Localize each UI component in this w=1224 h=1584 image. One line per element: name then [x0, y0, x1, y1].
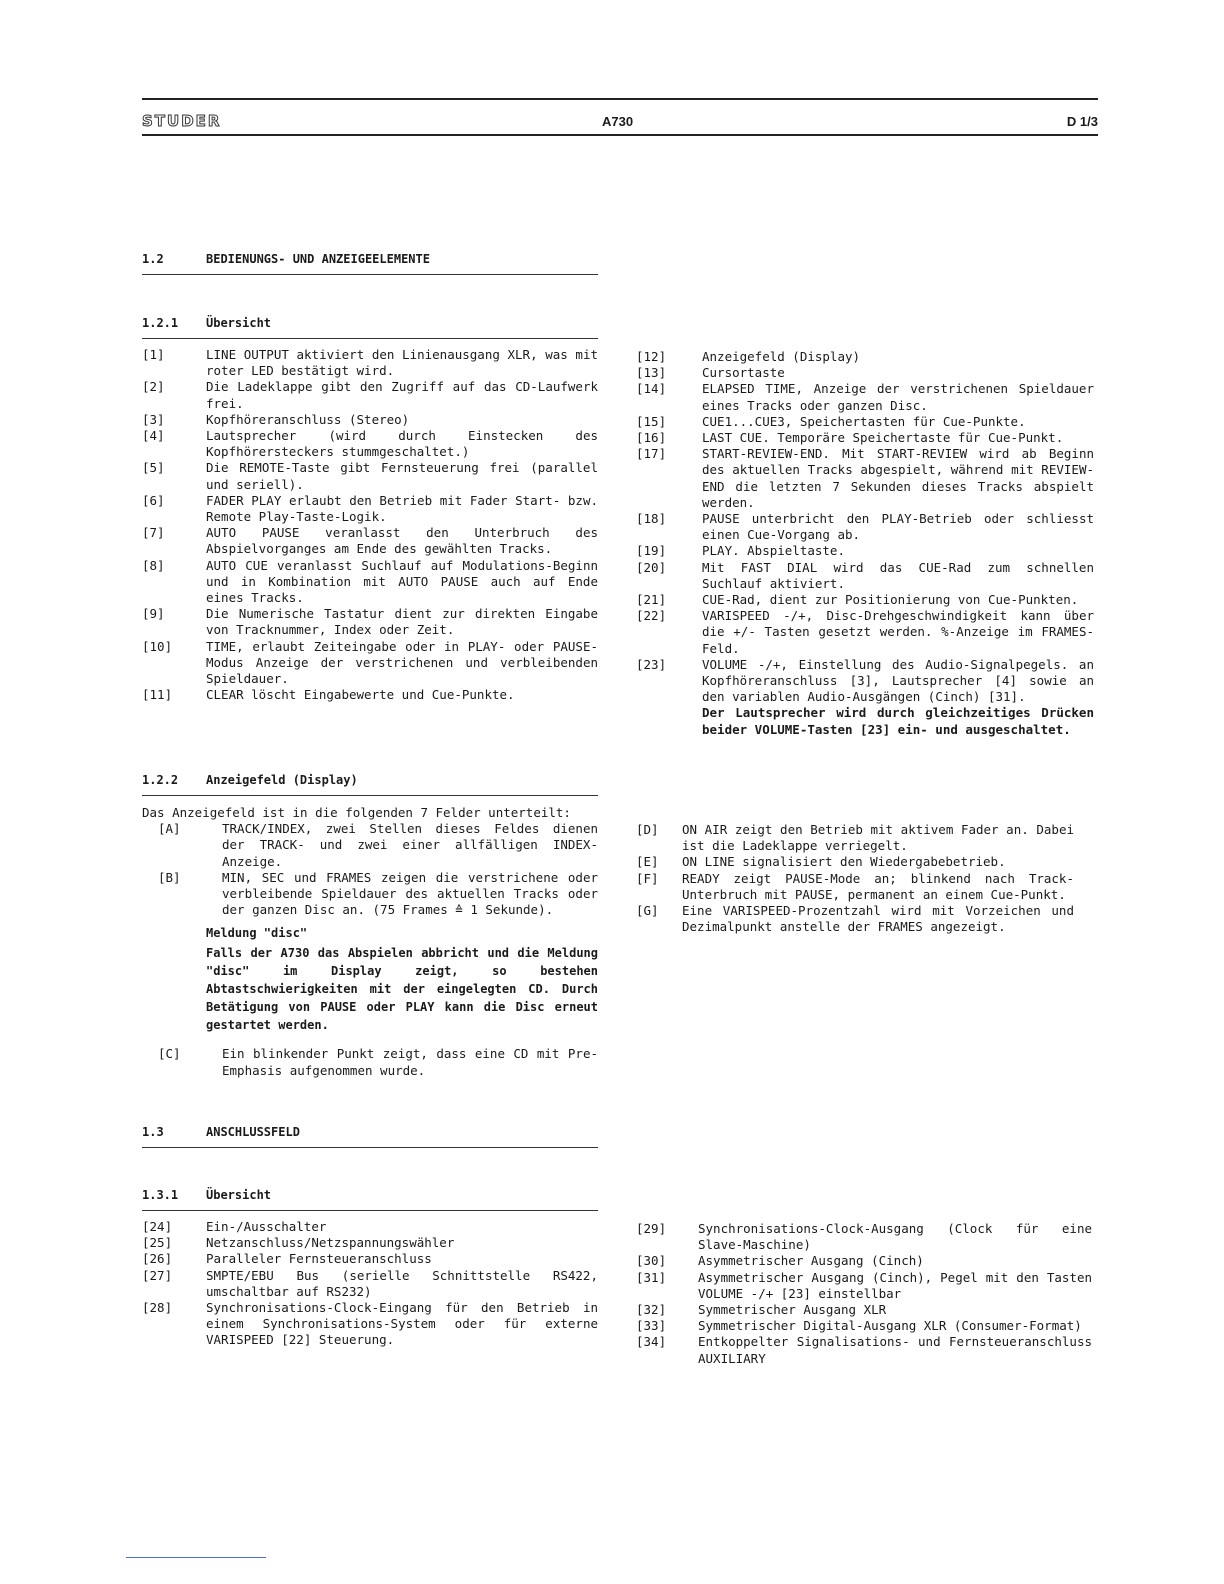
item-ref: [27] — [142, 1267, 173, 1283]
list-item — [142, 1251, 598, 1267]
list-item — [636, 608, 1094, 657]
item-text: PLAY. Abspieltaste. — [702, 543, 845, 559]
item-ref: [F] — [636, 870, 659, 886]
list-item — [142, 558, 598, 607]
list-item — [142, 687, 598, 703]
section-1-2-heading — [142, 252, 598, 275]
item-ref: [1] — [142, 347, 165, 362]
list-item — [636, 592, 1094, 608]
item-text: Asymmetrischer Ausgang (Cinch), Pegel mit den Tasten VOLUME -/+ [23] einstellbar — [698, 1269, 1092, 1301]
item-text: VARISPEED -/+, Disc-Drehgeschwindigkeit kann über die +/- Tasten gesetzt werden. %-Anzeige im FRAMES-Feld. — [702, 608, 1094, 656]
item-text: MIN, SEC und FRAMES zeigen die verstrichene oder verbleibende Spieldauer des aktuellen Tracks oder der ganzen Disc an. (75 Frames ≙ 1 Sekunde). — [222, 869, 598, 918]
section-title: Anzeigefeld (Display) — [206, 773, 358, 787]
list-item — [142, 1235, 598, 1251]
page-header — [142, 114, 1098, 128]
item-ref: [31] — [636, 1269, 667, 1285]
item-text: Symmetrischer Digital-Ausgang XLR (Consumer-Format) — [698, 1318, 1082, 1334]
item-ref: [C] — [158, 1046, 181, 1062]
item-ref: [29] — [636, 1221, 667, 1236]
item-ref: [19] — [636, 543, 667, 559]
item-ref: [B] — [158, 869, 181, 885]
list-item — [142, 525, 598, 557]
list-item — [636, 430, 1094, 446]
item-ref: [G] — [636, 903, 659, 919]
list-item — [142, 412, 598, 428]
item-text: LAST CUE. Temporäre Speichertaste für Cue-Punkt. — [702, 430, 1064, 446]
item-text: TRACK/INDEX, zwei Stellen dieses Feldes dienen der TRACK- und zwei einer allfälligen INDEX-Anzeige. — [222, 821, 598, 869]
item-text: Mit FAST DIAL wird das CUE-Rad zum schnellen Suchlauf aktiviert. — [702, 559, 1094, 591]
item-text: Ein blinkender Punkt zeigt, dass eine CD mit Pre-Emphasis aufgenommen wurde. — [222, 1046, 598, 1078]
item-ref: [5] — [142, 460, 165, 476]
item-ref: [2] — [142, 379, 165, 395]
item-text: START-REVIEW-END. Mit START-REVIEW wird ab Beginn des aktuellen Tracks abgespielt, während mit REVIEW-END die letzten 7 Sekunden dieses Tracks abspielt werden. — [702, 446, 1094, 510]
section-title: BEDIENUNGS- UND ANZEIGEELEMENTE — [206, 252, 430, 266]
section-number: 1.2.1 — [142, 316, 179, 330]
item-text: Anzeigefeld (Display) — [702, 349, 861, 364]
list-item — [636, 1302, 1092, 1318]
section-number: 1.3.1 — [142, 1188, 179, 1202]
item-ref: [9] — [142, 606, 165, 622]
display-list-left — [142, 805, 598, 1079]
list-item — [636, 1270, 1092, 1302]
list-item — [636, 560, 1094, 592]
controls-list-right — [636, 349, 1094, 738]
item-ref: [D] — [636, 822, 659, 837]
item-ref: [28] — [142, 1300, 173, 1316]
item-text: READY zeigt PAUSE-Mode an; blinkend nach Track-Unterbruch mit PAUSE, permanent an einem Cue-Punkt. — [682, 870, 1074, 902]
item-ref: [15] — [636, 413, 667, 429]
item-ref: [11] — [142, 687, 173, 703]
item-ref: [20] — [636, 559, 667, 575]
footer-rule — [126, 1557, 266, 1558]
item-text: ON AIR zeigt den Betrieb mit aktivem Fader an. Dabei ist die Ladeklappe verriegelt. — [682, 822, 1074, 854]
item-text: Die REMOTE-Taste gibt Fernsteuerung frei (parallel und seriell). — [206, 460, 598, 492]
item-ref: [26] — [142, 1251, 173, 1267]
section-number: 1.3 — [142, 1125, 164, 1139]
note-title: Meldung "disc" — [206, 926, 308, 941]
item-ref: [4] — [142, 428, 165, 444]
list-item — [636, 511, 1094, 543]
item-text: LINE OUTPUT aktiviert den Linienausgang XLR, was mit roter LED bestätigt wird. — [206, 347, 598, 379]
connectors-list-right — [636, 1221, 1092, 1367]
list-item — [142, 493, 598, 525]
item-text: Lautsprecher (wird durch Einstecken des Kopfhörersteckers stummgeschaltet.) — [206, 428, 598, 460]
item-text: Symmetrischer Ausgang XLR — [698, 1302, 887, 1318]
item-ref: [18] — [636, 511, 667, 527]
item-text-group — [702, 657, 1094, 738]
item-text: Synchronisations-Clock-Ausgang (Clock für eine Slave-Maschine) — [698, 1221, 1092, 1253]
display-intro: Das Anzeigefeld ist in die folgenden 7 Felder unterteilt: — [142, 805, 571, 820]
item-text: Die Ladeklappe gibt den Zugriff auf das CD-Laufwerk frei. — [206, 379, 598, 411]
item-ref: [34] — [636, 1334, 667, 1350]
item-text: Kopfhöreranschluss (Stereo) — [206, 411, 410, 427]
item-text: AUTO PAUSE veranlasst den Unterbruch des Abspielvorganges am Ende des gewählten Tracks. — [206, 525, 598, 557]
list-item — [636, 903, 1074, 935]
item-ref: [A] — [158, 821, 181, 837]
item-text: CLEAR löscht Eingabewerte und Cue-Punkte. — [206, 687, 515, 703]
section-1-3-1-heading — [142, 1188, 598, 1211]
list-item — [142, 428, 598, 460]
list-item — [142, 639, 598, 688]
page-number: D 1/3 — [1066, 114, 1098, 129]
item-text: CUE1...CUE3, Speichertasten für Cue-Punkte. — [702, 413, 1026, 429]
list-item — [142, 379, 598, 411]
brand-logo: STUDER — [142, 112, 222, 130]
item-ref: [33] — [636, 1318, 667, 1334]
list-item — [142, 1268, 598, 1300]
item-text: Eine VARISPEED-Prozentzahl wird mit Vorzeichen und Dezimalpunkt anstelle der FRAMES angezeigt. — [682, 903, 1074, 935]
item-ref: [13] — [636, 365, 667, 381]
item-text: TIME, erlaubt Zeiteingabe oder in PLAY- oder PAUSE-Modus Anzeige der verstrichenen und verbleibenden Spieldauer. — [206, 638, 598, 687]
list-item — [142, 1300, 598, 1349]
list-item — [636, 1318, 1092, 1334]
display-list-right — [636, 822, 1074, 935]
disc-message-note — [206, 924, 598, 1034]
item-ref: [23] — [636, 656, 667, 672]
item-ref: [8] — [142, 557, 165, 573]
item-text: FADER PLAY erlaubt den Betrieb mit Fader Start- bzw. Remote Play-Taste-Logik. — [206, 492, 598, 525]
item-text: Ein-/Ausschalter — [206, 1219, 327, 1234]
item-ref: [6] — [142, 492, 165, 508]
section-title: Übersicht — [206, 316, 272, 330]
item-ref: [E] — [636, 854, 659, 870]
note-text: Falls der A730 das Abspielen abbricht und die Meldung "disc" im Display zeigt, so bestehen Abtastschwierigkeiten mit der eingelegten CD. Durch Betätigung von PAUSE oder PLAY kann die Disc erneut gestartet werden. — [206, 946, 598, 1033]
list-item — [636, 1253, 1092, 1269]
list-item — [142, 606, 598, 638]
list-item — [636, 854, 1074, 870]
item-ref: [14] — [636, 381, 667, 397]
list-item — [142, 1046, 598, 1078]
item-ref: [16] — [636, 430, 667, 446]
item-text: Entkoppelter Signalisations- und Fernsteueranschluss AUXILIARY — [698, 1334, 1092, 1366]
list-item — [636, 657, 1094, 738]
item-bold-text: Der Lautsprecher wird durch gleichzeitiges Drücken beider VOLUME-Tasten [23] ein- und ausgeschaltet. — [702, 705, 1094, 737]
item-ref: [3] — [142, 411, 165, 427]
item-text: Netzanschluss/Netzspannungswähler — [206, 1235, 455, 1251]
section-1-2-2-heading — [142, 773, 598, 796]
item-text: Asymmetrischer Ausgang (Cinch) — [698, 1253, 924, 1269]
header-rule-top — [142, 98, 1098, 100]
list-item — [636, 365, 1094, 381]
item-text: Die Numerische Tastatur dient zur direkten Eingabe von Tracknummer, Index oder Zeit. — [206, 606, 598, 638]
item-ref: [32] — [636, 1302, 667, 1318]
list-item — [636, 543, 1094, 559]
list-item — [636, 1334, 1092, 1366]
item-text: CUE-Rad, dient zur Positionierung von Cue-Punkten. — [702, 592, 1079, 608]
item-text: AUTO CUE veranlasst Suchlauf auf Modulations-Beginn und in Kombination mit AUTO PAUSE auch auf Ende eines Tracks. — [206, 557, 598, 606]
list-item — [636, 1221, 1092, 1253]
list-item — [636, 822, 1074, 854]
item-ref: [22] — [636, 608, 667, 624]
list-item — [636, 349, 1094, 365]
connectors-list-left — [142, 1219, 598, 1349]
item-ref: [7] — [142, 525, 165, 541]
item-ref: [12] — [636, 349, 667, 364]
item-ref: [24] — [142, 1219, 173, 1234]
item-text: Synchronisations-Clock-Eingang für den Betrieb in einem Synchronisations-System oder für externe VARISPEED [22] Steuerung. — [206, 1300, 598, 1348]
item-text: VOLUME -/+, Einstellung des Audio-Signalpegels. an Kopfhöreranschluss [3], Lautsprecher [4] sowie an den variablen Audio-Ausgängen (Cinch) [31]. — [702, 656, 1094, 705]
list-item — [142, 821, 598, 870]
item-text: Paralleler Fernsteueranschluss — [206, 1251, 432, 1267]
item-text: ELAPSED TIME, Anzeige der verstrichenen Spieldauer eines Tracks oder ganzen Disc. — [702, 381, 1094, 413]
item-ref: [25] — [142, 1235, 173, 1251]
header-rule-bottom — [142, 134, 1098, 136]
section-number: 1.2 — [142, 252, 164, 266]
list-item — [142, 347, 598, 379]
list-item — [636, 414, 1094, 430]
item-text: PAUSE unterbricht den PLAY-Betrieb oder schliesst einen Cue-Vorgang ab. — [702, 511, 1094, 543]
item-ref: [21] — [636, 592, 667, 608]
item-text: SMPTE/EBU Bus (serielle Schnittstelle RS422, umschaltbar auf RS232) — [206, 1267, 598, 1299]
list-item — [636, 446, 1094, 511]
section-title: Übersicht — [206, 1188, 272, 1202]
section-number: 1.2.2 — [142, 773, 179, 787]
item-ref: [30] — [636, 1253, 667, 1269]
item-ref: [10] — [142, 638, 173, 654]
section-title: ANSCHLUSSFELD — [206, 1125, 300, 1139]
model-name: A730 — [602, 114, 634, 129]
item-text: ON LINE signalisiert den Wiedergabebetrieb. — [682, 854, 1006, 870]
list-item — [636, 381, 1094, 413]
list-item — [142, 870, 598, 919]
item-text: Cursortaste — [702, 365, 785, 381]
list-item — [636, 871, 1074, 903]
list-item — [142, 1219, 598, 1235]
section-1-2-1-heading — [142, 316, 598, 339]
controls-list-left — [142, 347, 598, 703]
list-item — [142, 460, 598, 492]
section-1-3-heading — [142, 1125, 598, 1148]
item-ref: [17] — [636, 446, 667, 462]
